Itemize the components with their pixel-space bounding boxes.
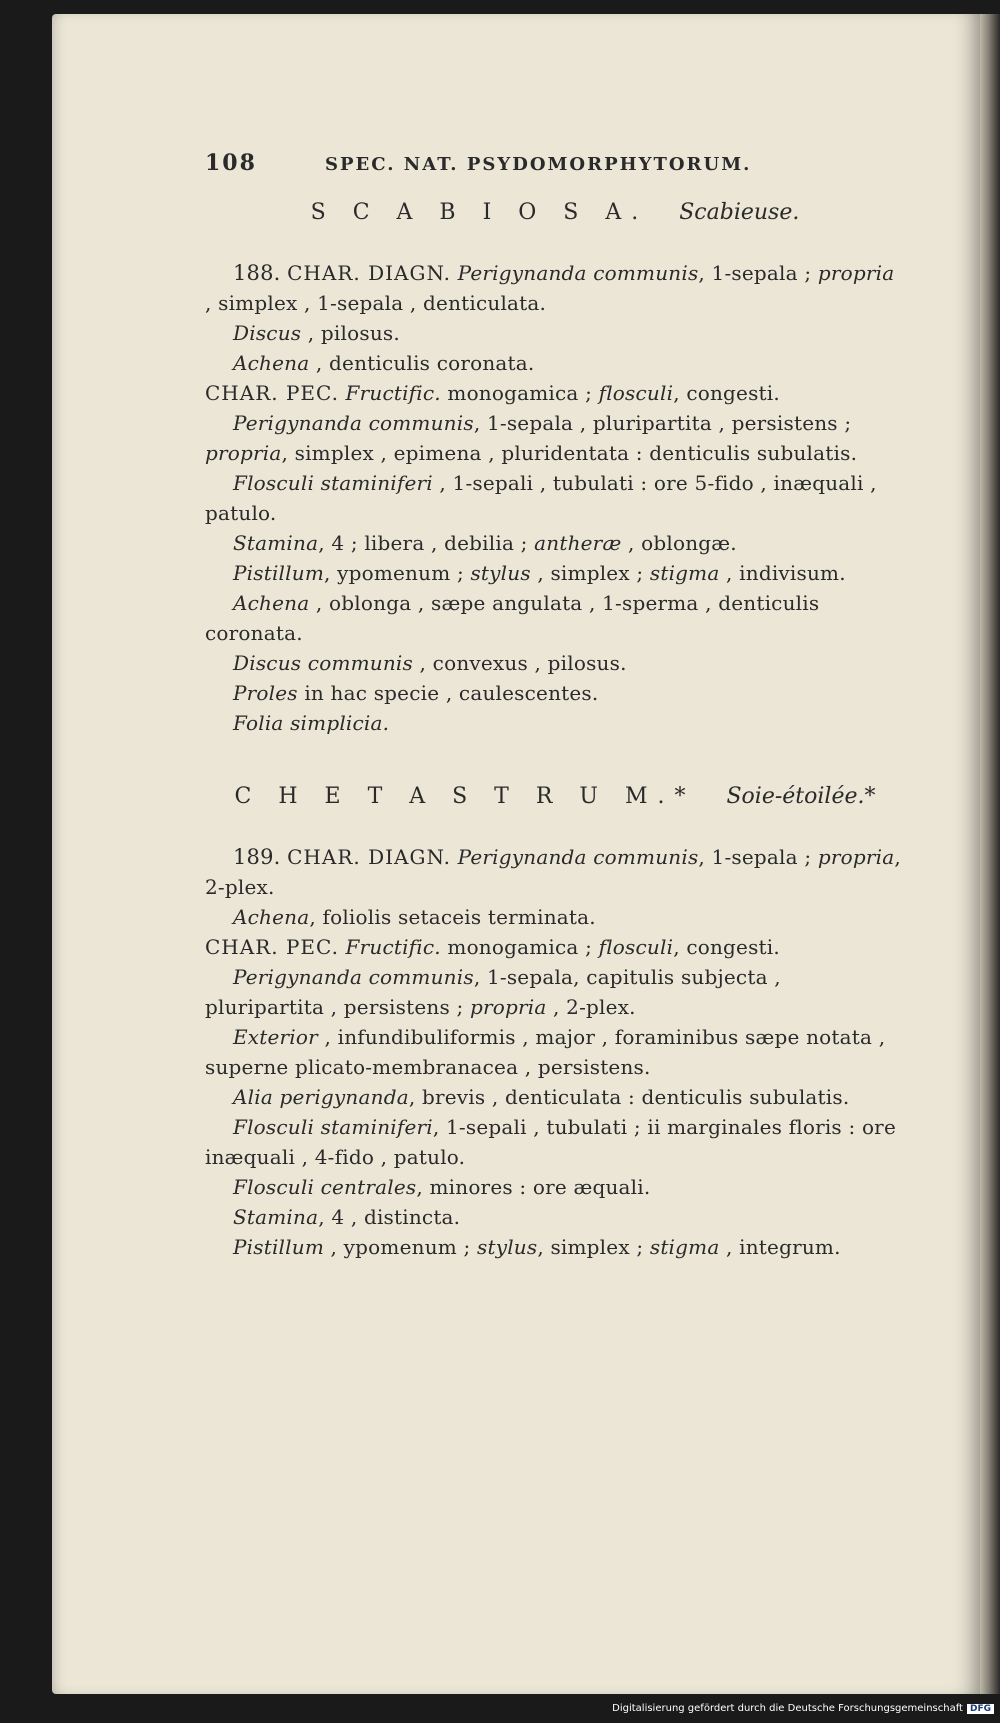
vernacular-name: Soie-étoilée.* bbox=[726, 784, 876, 809]
digitization-footer bbox=[612, 1703, 994, 1714]
text-line: Flosculi centrales, minores : ore æquali. bbox=[233, 1175, 651, 1199]
genus-title: C H E T A S T R U M.* Soie-étoilée.* bbox=[234, 784, 876, 809]
diagnosis: 189. CHAR. DIAGN. Perigynanda communis, 1-sepala ; propria, 2-plex. bbox=[205, 845, 901, 899]
footer-text: Digitalisierung gefördert durch die Deutsche Forschungsgemeinschaft bbox=[612, 1703, 963, 1714]
text-line: Alia perigynanda, brevis , denticulata : denticulis subulatis. bbox=[233, 1085, 850, 1109]
text-line: Folia simplicia. bbox=[233, 711, 390, 735]
genus-title: S C A B I O S A. Scabieuse. bbox=[310, 200, 800, 225]
text-line: Perigynanda communis, 1-sepala , pluripartita , persistens ; propria, simplex , epimena , pluridentata : denticulis subulatis. bbox=[205, 411, 858, 465]
page-edge bbox=[980, 14, 1000, 1694]
text-line: Achena , oblonga , sæpe angulata , 1-sperma , denticulis coronata. bbox=[205, 591, 820, 645]
char-pec: CHAR. PEC. Fructific. monogamica ; flosculi, congesti. bbox=[205, 381, 780, 405]
text-line: Flosculi staminiferi, 1-sepali , tubulati ; ii marginales floris : ore inæquali , 4-fido , patulo. bbox=[205, 1115, 896, 1169]
text-line: Discus , pilosus. bbox=[233, 321, 400, 345]
running-head: SPEC. NAT. PSYDOMORPHYTORUM. bbox=[325, 154, 752, 175]
text-line: Proles in hac specie , caulescentes. bbox=[233, 681, 599, 705]
text-line: Pistillum, ypomenum ; stylus , simplex ; stigma , indivisum. bbox=[233, 561, 846, 585]
text-line: Achena, foliolis setaceis terminata. bbox=[233, 905, 596, 929]
text-line: Perigynanda communis, 1-sepala, capitulis subjecta , pluripartita , persistens ; propria , 2-plex. bbox=[205, 965, 781, 1019]
char-pec: CHAR. PEC. Fructific. monogamica ; flosculi, congesti. bbox=[205, 935, 780, 959]
section-chetastrum bbox=[205, 782, 905, 1262]
text-line: Flosculi staminiferi , 1-sepali , tubulati : ore 5-fido , inæquali , patulo. bbox=[205, 471, 877, 525]
text-line: Pistillum , ypomenum ; stylus, simplex ; stigma , integrum. bbox=[233, 1235, 841, 1259]
text-line: Exterior , infundibuliformis , major , foraminibus sæpe notata , superne plicato-membranacea , persistens. bbox=[205, 1025, 886, 1079]
text-line: Achena , denticulis coronata. bbox=[233, 351, 535, 375]
page-content bbox=[205, 140, 905, 1262]
dfg-logo-icon: DFG bbox=[967, 1704, 994, 1714]
page-number: 108 bbox=[205, 150, 257, 176]
diagnosis: 188. CHAR. DIAGN. Perigynanda communis, 1-sepala ; propria , simplex , 1-sepala , denticulata. bbox=[205, 261, 895, 315]
vernacular-name: Scabieuse. bbox=[679, 200, 800, 225]
text-line: Discus communis , convexus , pilosus. bbox=[233, 651, 627, 675]
page-header bbox=[205, 140, 905, 180]
text-line: Stamina, 4 , distincta. bbox=[233, 1205, 461, 1229]
text-line: Stamina, 4 ; libera , debilia ; antheræ , oblongæ. bbox=[233, 531, 737, 555]
section-scabiosa bbox=[205, 198, 905, 738]
